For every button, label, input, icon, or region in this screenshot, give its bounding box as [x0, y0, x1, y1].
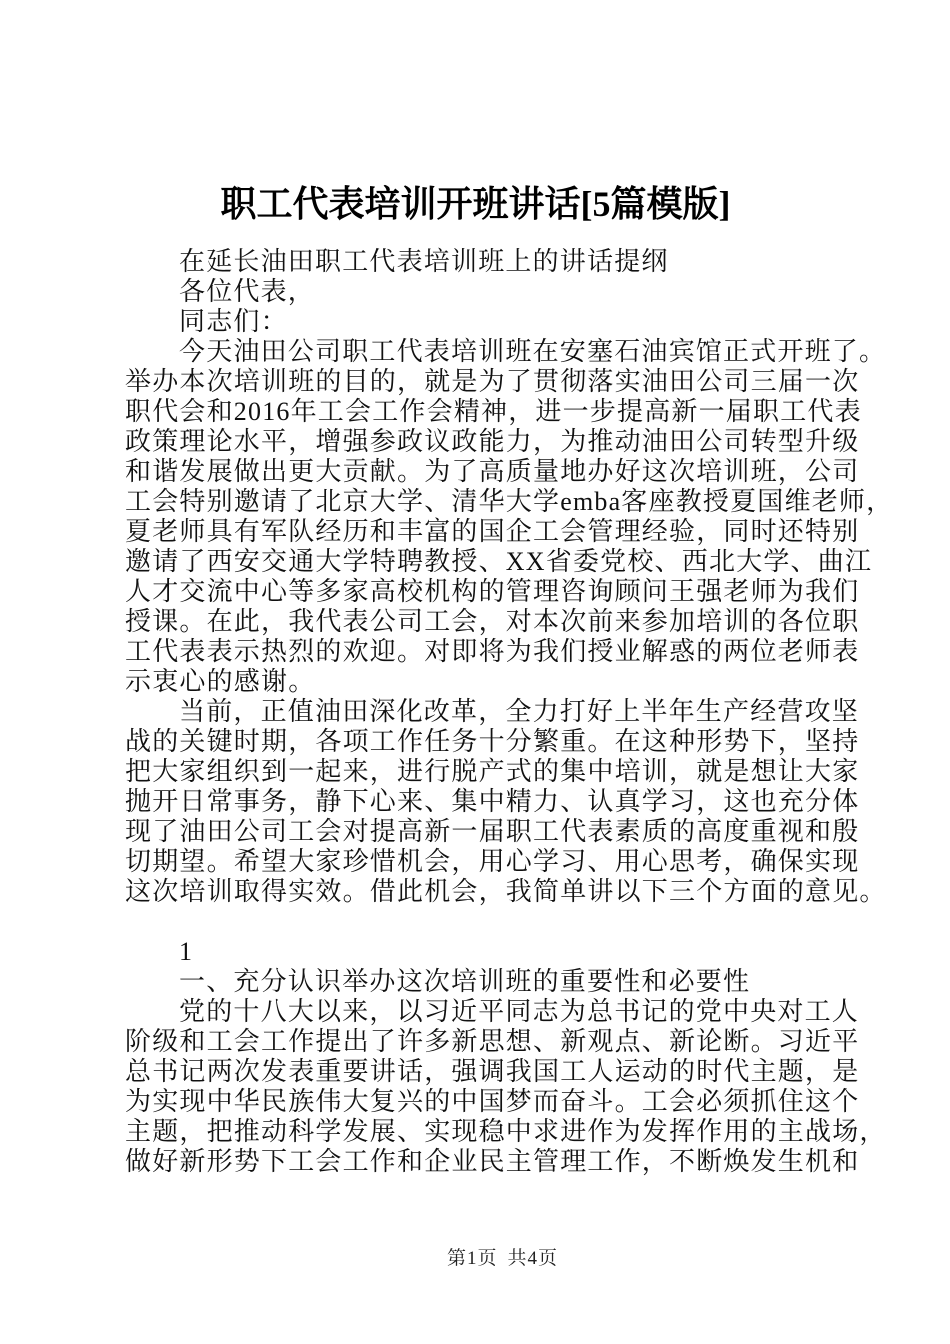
text-line: 党的十八大以来，以习近平同志为总书记的党中央对工人 [179, 997, 860, 1026]
text-line: 1 [179, 937, 194, 966]
blank-line [125, 907, 865, 937]
text-line: 今天油田公司职工代表培训班在安塞石油宾馆正式开班了。 [179, 337, 887, 366]
text-line: 当前，正值油田深化改革，全力打好上半年生产经营攻坚 [179, 697, 860, 726]
text-line: 阶级和工会工作提出了许多新思想、新观点、新论断。习近平 [125, 1027, 860, 1056]
text-line: 工代表表示热烈的欢迎。对即将为我们授业解惑的两位老师表 [125, 637, 860, 666]
text-line: 同志们： [179, 307, 288, 336]
text-line: 主题，把推动科学发展、实现稳中求进作为发挥作用的主战场， [125, 1117, 887, 1146]
text-line: 职代会和2016年工会工作会精神，进一步提高新一届职工代表 [125, 397, 862, 426]
text-line: 夏老师具有军队经历和丰富的国企工会管理经验，同时还特别 [125, 517, 860, 546]
document-title: 职工代表培训开班讲话[5篇模版] [220, 184, 731, 224]
document-body [125, 247, 894, 1177]
text-line: 授课。在此，我代表公司工会，对本次前来参加培训的各位职 [125, 607, 860, 636]
text-line: 各位代表， [179, 277, 316, 306]
text-line: 这次培训取得实效。借此机会，我简单讲以下三个方面的意见。 [125, 877, 887, 906]
text-line: 现了油田公司工会对提高新一届职工代表素质的高度重视和殷 [125, 817, 860, 846]
text-line: 战的关键时期，各项工作任务十分繁重。在这种形势下，坚持 [125, 727, 860, 756]
page-number-current: 第1页 [446, 1248, 498, 1269]
page-number-total: 共4页 [507, 1248, 559, 1269]
page-footer [136, 1243, 869, 1270]
text-line: 和谐发展做出更大贡献。为了高质量地办好这次培训班，公司 [125, 457, 860, 486]
text-line: 工会特别邀请了北京大学、清华大学emba客座教授夏国维老师， [125, 487, 894, 516]
text-line: 为实现中华民族伟大复兴的中国梦而奋斗。工会必须抓住这个 [125, 1087, 860, 1116]
text-line: 切期望。希望大家珍惜机会，用心学习、用心思考，确保实现 [125, 847, 860, 876]
text-line: 把大家组织到一起来，进行脱产式的集中培训，就是想让大家 [125, 757, 860, 786]
text-line: 人才交流中心等多家高校机构的管理咨询顾问王强老师为我们 [125, 577, 860, 606]
text-line: 示衷心的感谢。 [125, 667, 316, 696]
text-line: 做好新形势下工会工作和企业民主管理工作，不断焕发生机和 [125, 1147, 860, 1176]
text-line: 总书记两次发表重要讲话，强调我国工人运动的时代主题，是 [125, 1057, 860, 1086]
text-line: 邀请了西安交通大学特聘教授、XX省委党校、西北大学、曲江 [125, 547, 873, 576]
text-line: 一、充分认识举办这次培训班的重要性和必要性 [179, 967, 751, 996]
text-line: 抛开日常事务，静下心来、集中精力、认真学习，这也充分体 [125, 787, 860, 816]
text-line: 政策理论水平，增强参政议政能力，为推动油田公司转型升级 [125, 427, 860, 456]
text-line: 在延长油田职工代表培训班上的讲话提纲 [179, 247, 669, 276]
text-line: 举办本次培训班的目的，就是为了贯彻落实油田公司三届一次 [125, 367, 860, 396]
